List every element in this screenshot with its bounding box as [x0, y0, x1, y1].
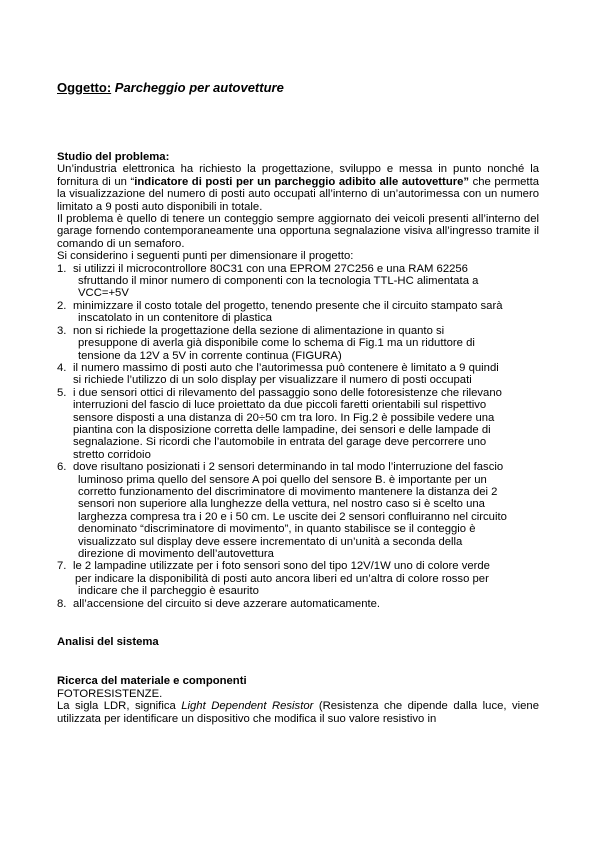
title-text: Parcheggio per autovetture: [114, 80, 284, 95]
intro-line: Un’industria elettronica ha richiesto la progettazione, sviluppo e messa in punto nonché la: [57, 163, 539, 176]
list-item-line: le 2 lampadine utilizzate per i foto sensori sono del tipo 12V/1W uno di colore verde: [73, 560, 490, 573]
list-item-line: all’accensione del circuito si deve azzerare automaticamente.: [73, 597, 381, 610]
list-item: [57, 461, 539, 560]
list-item: [57, 325, 539, 362]
list-item-line: inscatolato in un contenitore di plastica: [78, 312, 273, 325]
ricerca-line: viene utilizzata per identificare un dispositivo che modifica il suo valore resistivo in: [57, 700, 539, 725]
intro-line: fornitura di un “: [57, 175, 135, 188]
ricerca-paragraph: [57, 700, 539, 725]
list-item-text: [73, 461, 539, 560]
list-item-line: sfruttando il minor numero di componenti con la tecnologia TTL-HC alimentata a: [78, 275, 479, 288]
spacer: [57, 648, 539, 675]
problem-line: Il problema è quello di tenere un conteggio sempre aggiornato dei veicoli presenti: [57, 213, 469, 226]
list-item-line: minimizzare il costo totale del progetto, tenendo presente che il circuito stampato sarà: [73, 299, 503, 312]
list-item-line: visualizzato sul display deve essere incrementato di un’unità a seconda della: [78, 535, 463, 548]
spacer: [57, 610, 539, 636]
studio-problem: [57, 213, 539, 250]
list-item: [57, 263, 539, 300]
list-item-text: [73, 387, 539, 461]
list-item-number: 7.: [57, 560, 67, 573]
list-item-number: 1.: [57, 262, 67, 275]
list-item-text: [73, 325, 539, 362]
list-item-number: 2.: [57, 299, 67, 312]
list-item-line: i due sensori ottici di rilevamento del passaggio sono delle fotoresistenze che rilevano: [73, 386, 502, 399]
intro-line: con un numero limitato a 9 posti auto disponibili in totale.: [57, 188, 539, 213]
ricerca-line: (Resistenza che dipende dalla luce,: [313, 700, 507, 713]
list-item-number: 6.: [57, 461, 67, 474]
points-intro: Si considerino i seguenti punti per dimensionare il progetto:: [57, 250, 354, 263]
list-item-line: non si richiede la progettazione della sezione di alimentazione in quanto si: [73, 324, 445, 337]
section-heading-studio: Studio del problema:: [57, 151, 170, 163]
list-item-line: piantina con la disposizione corretta delle lampadine, dei sensori e delle lampade di: [73, 423, 491, 436]
intro-line: che: [469, 175, 491, 188]
subheading-fotoresistenze: FOTORESISTENZE.: [57, 687, 163, 700]
studio-intro: [57, 163, 539, 213]
intro-bold-phrase: indicatore di posti per un parcheggio adibito alle autovetture”: [134, 175, 470, 188]
list-item: [57, 362, 539, 387]
list-item-text: [73, 300, 539, 325]
list-item-number: 8.: [57, 597, 67, 610]
list-item-line: sensore disposti a una distanza di 20÷50 cm tra loro. In Fig.2 è possibile vedere una: [73, 411, 495, 424]
list-item-line: presuppone di averla già disponibile come lo schema di Fig.1 ma un riduttore di: [78, 337, 475, 350]
title-label: Oggetto:: [57, 80, 112, 95]
list-item-line: il numero massimo di posti auto che l’autorimessa può contenere è limitato a 9 quindi: [73, 361, 499, 374]
list-item-line: denominato “discriminatore di movimento”, in quanto stabilisce se il conteggio è: [78, 523, 476, 536]
list-item-line: interruzioni del fascio di luce proiettato da due piccoli faretti orientabili sul rispettivo: [73, 399, 487, 412]
list-item-line: luminoso prima quello del sensore A poi quello del sensore B. è importante per un: [78, 473, 487, 486]
list-item-line: segnalazione. Si ricordi che l’automobile in entrata del garage deve percorrere uno: [73, 436, 487, 449]
list-item-text: [73, 560, 539, 597]
list-item-line: sensori non superiore alla lunghezze della vettura, nel nostro caso si è scelto una: [78, 498, 485, 511]
page-title: [57, 80, 284, 95]
list-item-number: 4.: [57, 361, 67, 374]
list-item-line: per indicare la disponibilità di posti auto ancora liberi ed un’altra di colore rosso per: [75, 572, 489, 585]
list-item-line: si richiede l’utilizzo di un solo display per visualizzare il numero di posti occupati: [73, 374, 472, 387]
list-item-line: indicare che il parcheggio è esaurito: [78, 585, 259, 598]
problem-line: all’interno del garage fornendo contemporaneamente una opportuna segnalazione visiva: [57, 213, 539, 238]
ldr-italic-phrase: Light Dependent Resistor: [181, 700, 314, 713]
section-heading-ricerca: Ricerca del materiale e componenti: [57, 675, 247, 688]
ricerca-line: La sigla LDR, significa: [57, 700, 182, 713]
list-item-text: [73, 263, 539, 300]
document-body: [57, 151, 539, 725]
list-item-line: stretto corridoio: [73, 448, 151, 461]
list-item-line: VCC=+5V: [78, 287, 129, 300]
list-item: [57, 560, 539, 597]
list-item: [57, 598, 539, 610]
list-item-number: 3.: [57, 324, 67, 337]
list-item-number: 5.: [57, 386, 67, 399]
points-list: [57, 263, 539, 610]
list-item-text: [73, 598, 539, 610]
list-item-line: tensione da 12V a 5V in corrente continua (FIGURA): [78, 349, 342, 362]
list-item-line: larghezza compresa tra i 20 e i 50 cm. Le uscite dei 2 sensori confluiranno nel circuito: [78, 510, 507, 523]
intro-line: permetta la visualizzazione del numero di posti auto occupati all’interno di un’autorimessa: [57, 175, 539, 201]
list-item-line: direzione di movimento dell’autovettura: [78, 548, 274, 560]
list-item-line: dove risultano posizionati i 2 sensori determinando in tal modo l’interruzione del fascio: [73, 461, 504, 474]
list-item-text: [73, 362, 539, 387]
section-heading-analisi: Analisi del sistema: [57, 636, 159, 649]
list-item-line: corretto funzionamento del discriminatore di movimento mantenere la distanza dei 2: [78, 485, 498, 498]
problem-line: all’ingresso tramite il comando di un semaforo.: [57, 225, 540, 250]
list-item-line: si utilizzi il microcontrollore 80C31 con una EPROM 27C256 e una RAM 62256: [73, 262, 468, 275]
list-item: [57, 300, 539, 325]
list-item: [57, 387, 539, 461]
